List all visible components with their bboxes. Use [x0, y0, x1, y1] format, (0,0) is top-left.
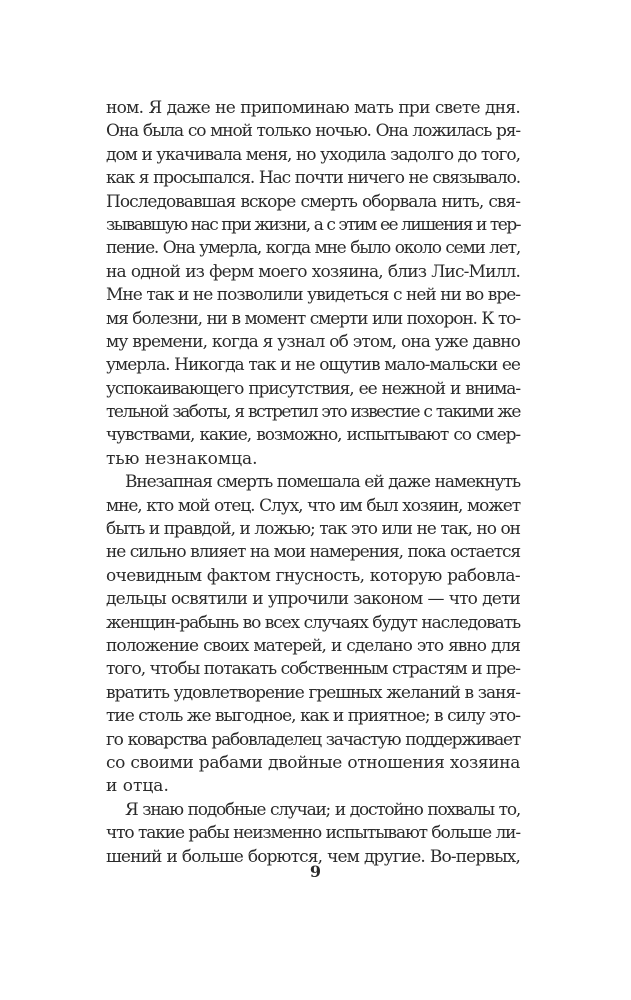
text-line: Последовавшая вскоре смерть оборвала нить, свя- [106, 191, 520, 212]
text-line: Мне так и не позволили увидеться с ней ни во вре- [106, 285, 520, 306]
text-line: му времени, когда я узнал об этом, она уже давно [106, 331, 520, 352]
text-line: того, чтобы потакать собственным страстям и пре- [106, 659, 520, 680]
text-line: умерла. Никогда так и не ощутив мало-мальски ее [106, 355, 520, 376]
text-line: тие столь же выгодное, как и приятное; в силу это- [106, 706, 520, 727]
text-line: пение. Она умерла, когда мне было около семи лет, [106, 238, 520, 259]
text-line: очевидным фактом гнусность, которую рабовла- [106, 565, 520, 586]
text-line: что такие рабы неизменно испытывают больше ли- [106, 823, 520, 844]
paragraph-start-line: Я знаю подобные случаи; и достойно похвалы то, [125, 799, 520, 820]
text-line: шений и больше борются, чем другие. Во-первых, [106, 846, 520, 867]
text-line: быть и правдой, и ложью; так это или не так, но он [106, 519, 520, 540]
text-line: на одной из ферм моего хозяина, близ Лис-Милл. [106, 261, 520, 282]
text-line: не сильно влияет на мои намерения, пока остается [106, 542, 520, 563]
text-line: положение своих матерей, и сделано это явно для [106, 635, 520, 656]
paragraph-end-line: и отца. [106, 776, 169, 797]
text-line: со своими рабами двойные отношения хозяина [106, 752, 520, 773]
text-line: дельцы освятили и упрочили законом — что дети [106, 589, 520, 610]
text-line: мне, кто мой отец. Слух, что им был хозяин, может [106, 495, 520, 516]
text-line: ном. Я даже не припоминаю мать при свете дня. [106, 98, 520, 118]
page-number: 9 [309, 862, 322, 881]
text-line: успокаивающего присутствия, ее нежной и внима- [106, 378, 520, 399]
paragraph-end-line: тью незнакомца. [106, 448, 258, 469]
text-line: как я просыпался. Нас почти ничего не связывало. [106, 168, 520, 189]
text-line: тельной заботы, я встретил это известие с такими же [106, 402, 520, 423]
text-line: женщин-рабынь во всех случаях будут наследовать [106, 612, 520, 633]
text-line: Она была со мной только ночью. Она ложилась ря- [106, 121, 520, 142]
paragraph-start-line: Внезапная смерть помешала ей даже намекнуть [125, 472, 520, 493]
text-line: зывавшую нас при жизни, а с этим ее лишения и тер- [106, 214, 520, 235]
text-line: го коварства рабовладелец зачастую поддерживает [106, 729, 520, 750]
text-line: чувствами, какие, возможно, испытывают со смер- [106, 425, 520, 446]
text-line: вратить удовлетворение грешных желаний в заня- [106, 682, 520, 703]
text-line: мя болезни, ни в момент смерти или похорон. К то- [106, 308, 520, 329]
body-text [106, 97, 520, 869]
text-line: дом и укачивала меня, но уходила задолго до того, [106, 144, 520, 165]
